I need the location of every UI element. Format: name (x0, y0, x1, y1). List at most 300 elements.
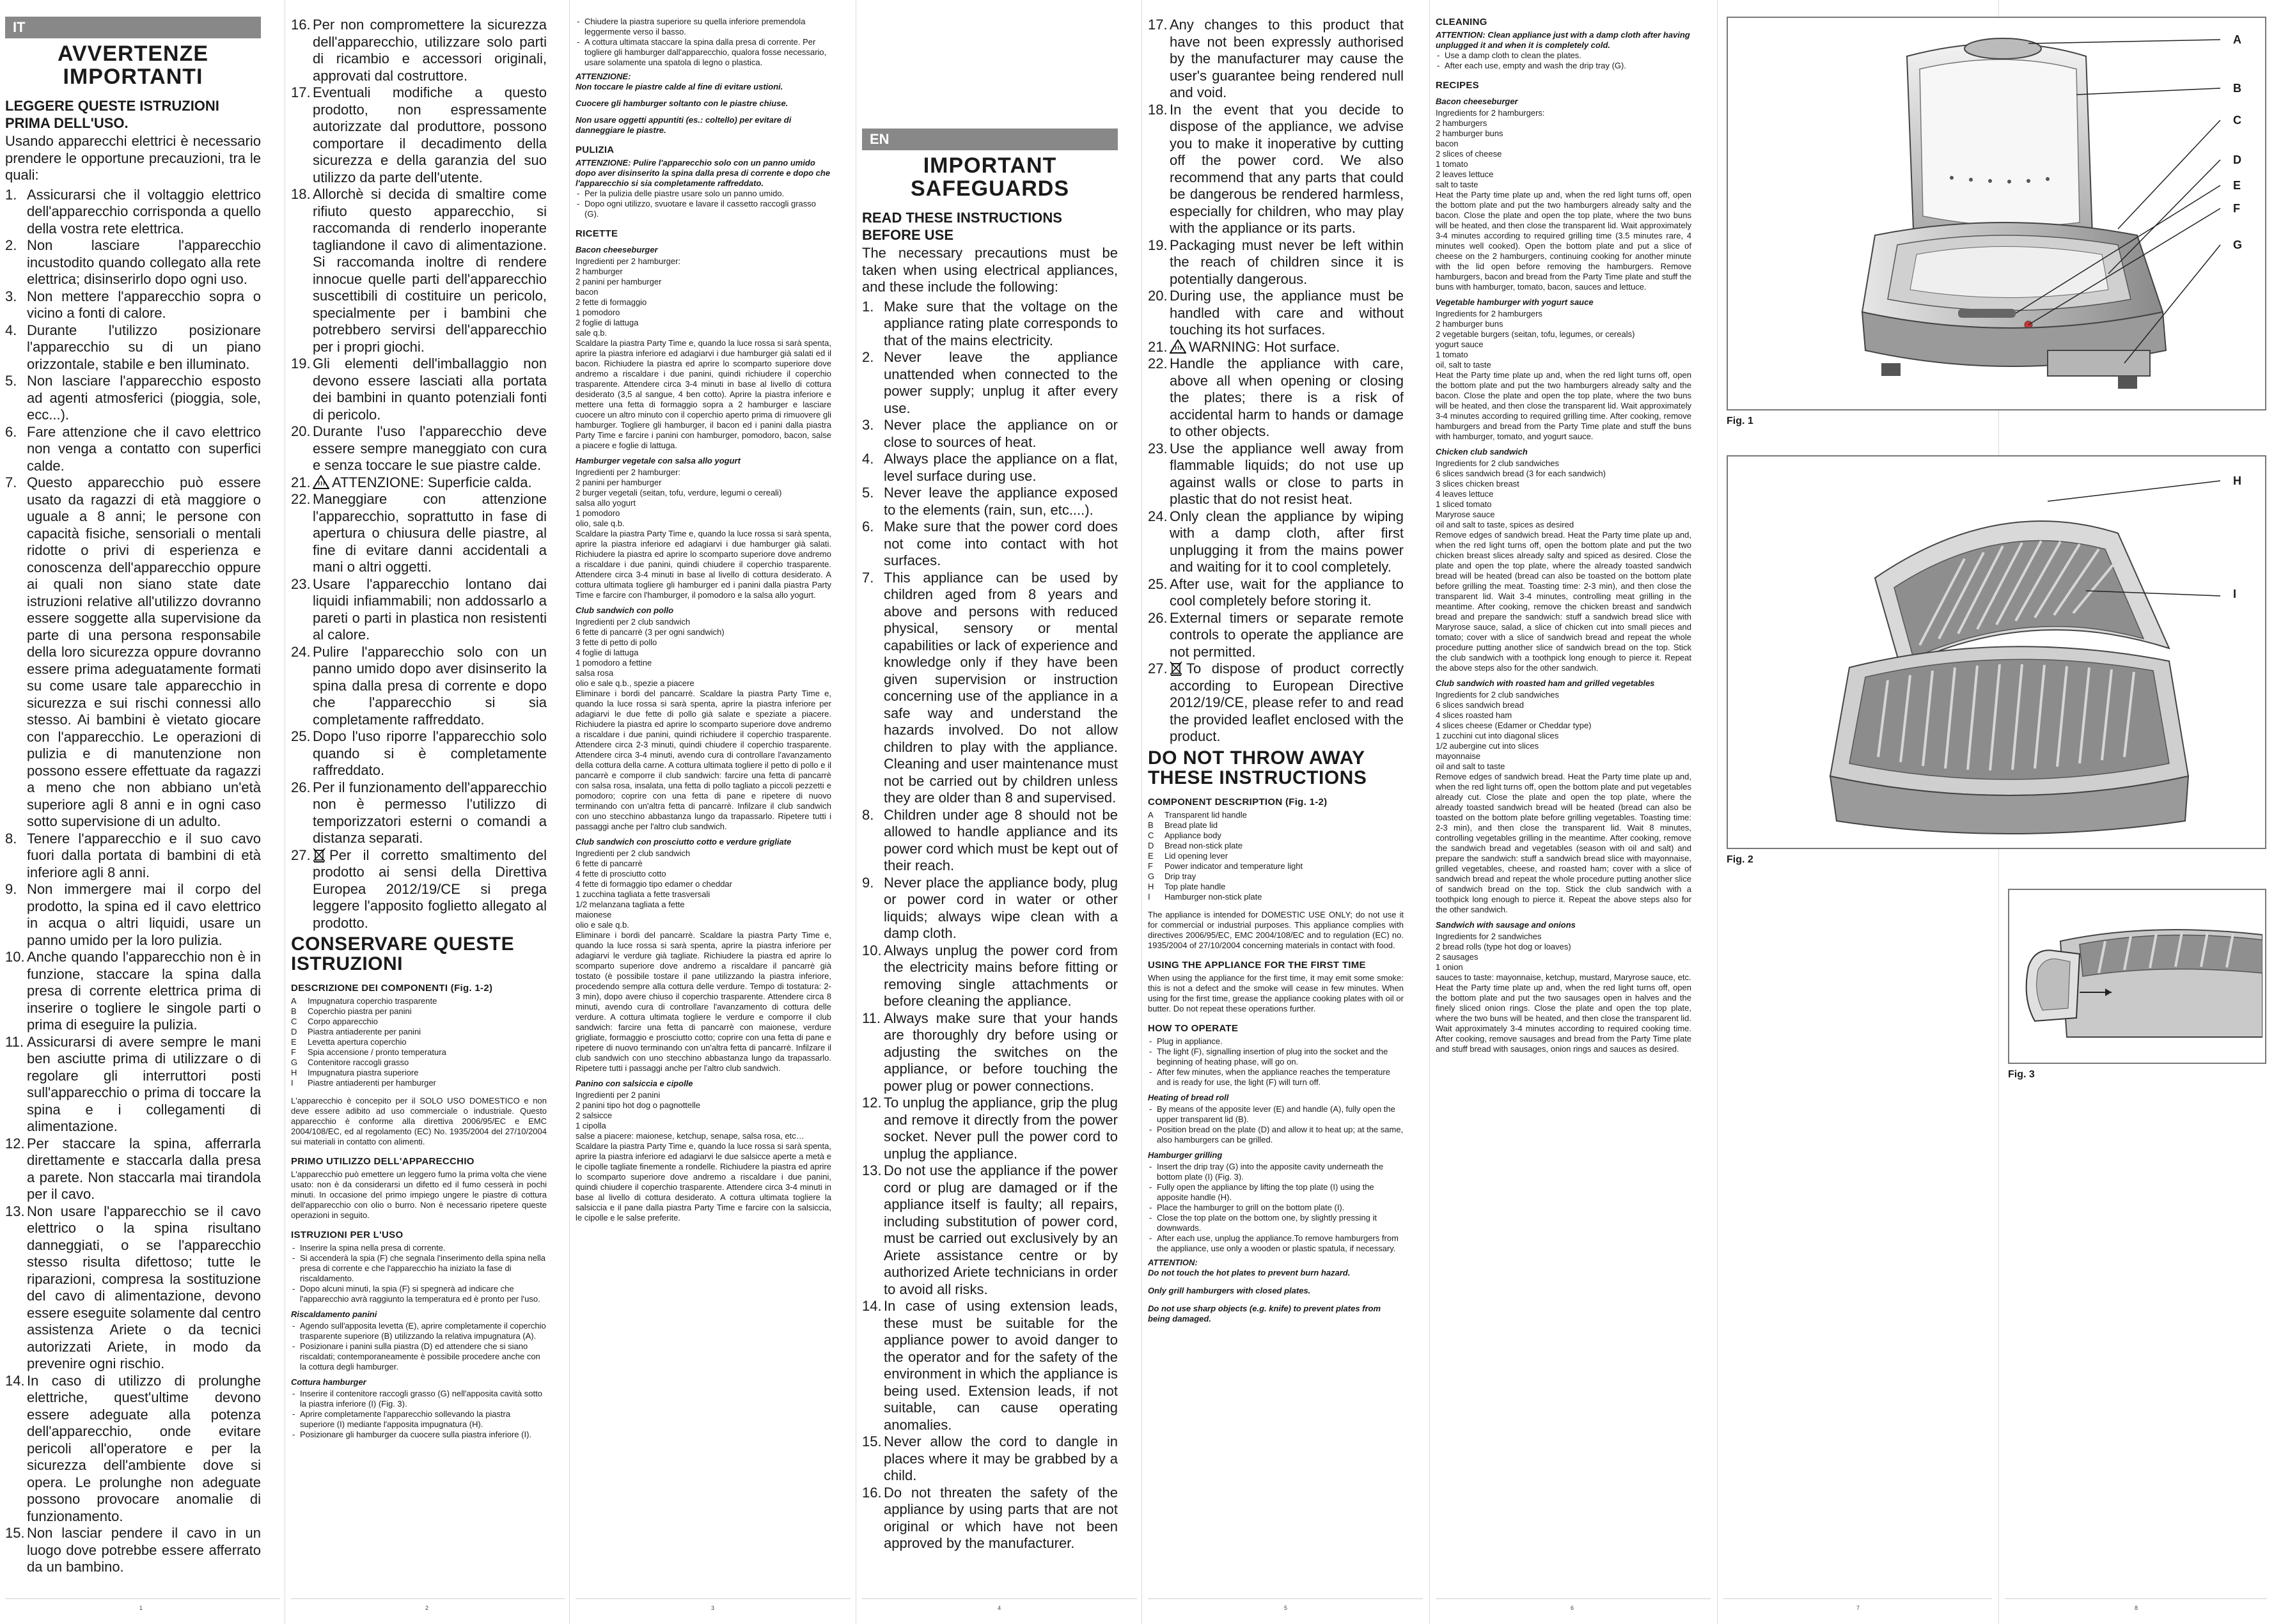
en-clean-warn: ATTENTION: Clean appliance just with a damp cloth after having unplugged it and when it is completely cold. (1436, 30, 1690, 50)
item-text: Non lasciare l'apparecchio incustodito quando collegato alla rete elettrica; disinserirlo dopo ogni uso. (27, 237, 261, 287)
fold-line (1717, 0, 1718, 1624)
it-intro: Usando apparecchi elettrici è necessario prendere le opportune precauzioni, tra le quali: (5, 133, 261, 183)
recipe-ingredient: Maryrose sauce (1436, 510, 1495, 519)
it-burger-step: - Inserire il contenitore raccogli grasso (G) nell'apposita cavità sotto la piastra inferiore (I) (Fig. 3). (291, 1389, 547, 1409)
it-safety-item: 15. Non lasciar pendere il cavo in un luogo dove potrebbe essere afferrato da un bambino. (5, 1525, 261, 1575)
item-text: Fare attenzione che il cavo elettrico non venga a contatto con superfici calde. (27, 423, 261, 474)
recipe-ingredient: 1/2 melanzana tagliata a fette (576, 900, 685, 909)
it-heat-head: Riscaldamento panini (291, 1309, 377, 1319)
recipe-ingredient: 2 vegetable burgers (seitan, tofu, legumes, or cereals) (1436, 329, 1635, 339)
en-clean-step: - After each use, empty and wash the drip tray (G). (1436, 61, 1691, 71)
it-use-step: - Inserire la spina nella presa di corrente. (291, 1243, 547, 1253)
recipe-ingredient: Ingredienti per 2 panini (576, 1090, 661, 1100)
item-text: Gli elementi dell'imballaggio non devono essere lasciati alla portata dei bambini in quanto potenziali fonti di pericolo. (313, 355, 547, 423)
component-name: Levetta apertura coperchio (308, 1037, 407, 1047)
page-footer-rule (2005, 1598, 2267, 1599)
recipe-method: Remove edges of sandwich bread. Heat the Party time plate up and, when the red light turns off, open the bottom plate and put the two chicken breast slices already salty and spiced as desired. Close the plate and open the top plate, where the already toasted sandwich bread will be heated (bread can also be toasted on the bottom plate before grilling the meat. Toasting time: 2-3 min), and then close the transparent lid. Wait 3-4 minutes, controlling meat grilling in the meantime. After cooking, remove the chicken breast and sandwich bread and prepare the sandwich: stuff a sandwich bread slice with Maryrose sauce, salad, a slice of chicken cut into small pieces and tomato; cover with a slice of sandwich bread and repeat the whole procedure putting another slice of sandwich bread on the top. Stick the club sandwich with a toothpick long enough to pierce it. Repeat the above steps also for the other sandwich. (1436, 530, 1691, 673)
en-attention: ATTENTION: (1148, 1257, 1198, 1267)
figure-2-label: Fig. 2 (1727, 854, 1753, 865)
callout-e: E (2233, 179, 2241, 192)
recipe-ingredient: Ingredienti per 2 hamburger: (576, 467, 681, 477)
component-row (291, 1058, 547, 1068)
en-title-line2: SAFEGUARDS (910, 176, 1070, 201)
page-footer-rule (1148, 1598, 1423, 1599)
recipe-ingredient: Ingredients for 2 hamburgers: (1436, 108, 1545, 118)
en-clean-step: - Use a damp cloth to clean the plates. (1436, 51, 1691, 61)
callout-h: H (2233, 474, 2241, 487)
it-warn-3: Non usare oggetti appuntiti (es.: coltello) per evitare di danneggiare le piastre. (576, 115, 792, 135)
item-text: WARNING: Hot surface. (1189, 338, 1340, 355)
recipe-ingredient: 1 pomodoro (576, 308, 620, 317)
it-safety-item: 11. Assicurarsi di avere sempre le mani ben asciutte prima di utilizzare o di regolare gli interruttori posti sull'apparecchio o prima di toccare la spina e i collegamenti di alimentazione. (5, 1033, 261, 1134)
it-warn-1: Non toccare le piastre calde al fine di evitare ustioni. (576, 82, 783, 91)
item-text: Anche quando l'apparecchio non è in funzione, staccare la spina dalla presa di corrente elettrica prima di inserire o togliere le singole parti o prima di eseguire la pulizia. (27, 949, 261, 1033)
item-text: Never leave the appliance exposed to the elements (rain, sun, etc....). (884, 485, 1118, 518)
recipe-ingredient: 6 slices sandwich bread (3 for each sandwich) (1436, 469, 1606, 478)
it-title (5, 42, 261, 88)
callout-b: B (2233, 82, 2241, 95)
item-text: Do not threaten the safety of the appliance by using parts that are not original or which have not been approved by the manufacturer. (884, 1484, 1118, 1551)
item-text: Always make sure that your hands are thoroughly dry before using or adjusting the switches on the appliance, or before touching the power plug or power connections. (884, 1010, 1118, 1094)
recipe-ingredient: 4 leaves lettuce (1436, 489, 1494, 499)
callout-f: F (2233, 202, 2240, 215)
en-recipes (1436, 97, 1691, 1054)
recipe-ingredient: 2 burger vegetali (seitan, tofu, verdure, legumi o cereali) (576, 488, 782, 497)
en-safety-item: 10. Always unplug the power cord from the electricity mains before fitting or removing single attachments or before cleaning the appliance. (862, 942, 1118, 1009)
recipe-ingredient: Ingredienti per 2 club sandwich (576, 617, 691, 627)
it-safety-item: 20. Durante l'uso l'apparecchio deve essere sempre maneggiato con cura e senza toccare le sue piastre calde. (291, 423, 547, 473)
page-number: 7 (1856, 1605, 1860, 1611)
it-safety-item: 1. Assicurarsi che il voltaggio elettrico dell'apparecchio corrisponda a quello della vostra rete elettrica. (5, 186, 261, 237)
recipe-ingredient: 4 fette di prosciutto cotto (576, 869, 666, 878)
recipe-ingredient: 2 hamburger (576, 267, 623, 276)
en-heat-step: - Position bread on the plate (D) and allow it to heat up; at the same, also hamburgers can be grilled. (1148, 1125, 1404, 1145)
en-title (862, 154, 1118, 200)
item-text: Questo apparecchio può essere usato da ragazzi di età maggiore o uguale a 8 anni; le persone con capacità fisiche, sensoriali o mentali ridotte o privi di esperienza e conoscenza dell'apparecchio oppure ai quali non siano state date istruzioni relative all'utilizzo dovranno essere soggette alla supervisione da parte di una persona responsabile della loro sicurezza oppure dovranno essere prima adeguatamente formati su come usare tale apparecchio in sicurezza e sui rischi connessi allo stesso. Ai bambini è vietato giocare con l'apparecchio. Le operazioni di pulizia e di manutenzione non possono essere effettuate da ragazzi a meno che non abbiano un'età superiore agli 8 anni e in ogni caso sotto supervisione di un adulto. (27, 474, 261, 829)
recipe-ingredient: Ingredients for 2 sandwiches (1436, 932, 1542, 941)
it-heat-step: - Agendo sull'apposita levetta (E), aprire completamente il coperchio trasparente superiore (B) utilizzando la relativa impugnatura (A). (291, 1321, 547, 1341)
hot-surface-icon (1170, 339, 1189, 355)
recipe-title: Bacon cheeseburger (576, 245, 658, 254)
en-burger-step: - After each use, unplug the appliance.To remove hamburgers from the appliance, use only a wooden or plastic spatula, if necessary. (1148, 1233, 1404, 1254)
en-burger-step: - Insert the drip tray (G) into the apposite cavity underneath the bottom plate (I) (Fig. 3). (1148, 1162, 1404, 1182)
it-title-line2: IMPORTANTI (63, 65, 203, 89)
callout-a: A (2233, 33, 2241, 46)
recipe-ingredient: 1 tomato (1436, 350, 1468, 359)
component-letter: E (1148, 850, 1154, 861)
en-lead: READ THESE INSTRUCTIONS BEFORE USE (862, 210, 1062, 243)
item-text: Non mettere l'apparecchio sopra o vicino a fonti di calore. (27, 288, 261, 321)
recipe-ingredient: 2 slices of cheese (1436, 149, 1502, 159)
en-safety-item: 20. During use, the appliance must be handled with care and without touching its hot surfaces. (1148, 288, 1404, 338)
component-name: Impugnatura piastra superiore (308, 1068, 419, 1077)
item-text: Never place the appliance on or close to sources of heat. (884, 417, 1118, 450)
recipe-ingredient: 2 panini per hamburger (576, 277, 662, 286)
recipe-ingredient: Ingredients for 2 hamburgers (1436, 309, 1542, 318)
component-name: Hamburger non-stick plate (1164, 891, 1262, 902)
component-letter: I (291, 1078, 294, 1088)
recipe (576, 605, 831, 832)
en-heat-head: Heating of bread roll (1148, 1092, 1229, 1102)
figure-3 (2008, 889, 2266, 1064)
en-burger-head: Hamburger grilling (1148, 1150, 1223, 1160)
weee-bin-icon (1170, 660, 1186, 676)
recipe-ingredient: mayonnaise (1436, 751, 1481, 761)
recipe-ingredient: 6 fette di pancarrè (3 per ogni sandwich) (576, 627, 725, 637)
fold-line (569, 0, 570, 1624)
en-clean-list (1436, 51, 1691, 71)
it-safety-item: 13. Non usare l'apparecchio se il cavo elettrico o la spina risultano danneggiati, o se l'apparecchio stesso risulta difettoso; tutte le riparazioni, compresa la sostituzione del cavo di alimentazione, devono essere eseguite solamente dal centro assistenza Ariete o da tecnici autorizzati Ariete, in modo da prevenire ogni rischio. (5, 1203, 261, 1371)
recipe-method: Heat the Party time plate up and, when the red light turns off, open the bottom plate and put the two hamburgers already salty and the bacon. Close the plate and open the top plate, where the two buns will be heated, and then close the transparent lid. Wait approximately 3-4 minutes according to required grilling time (3.5 minutes rare, 4 minutes well cooked). Open the bottom plate and put a slice of cheese on the 2 hamburgers, continuing cooking for another minute with the lid open before removing the hamburgers. Remove hamburgers, bacon and bread from the Party Time plate and stuff the buns with hamburger, tomato, bacon, sauces and lettuce. (1436, 190, 1691, 292)
recipe (576, 456, 831, 600)
weee-bin-icon (313, 847, 329, 863)
en-first-head: USING THE APPLIANCE FOR THE FIRST TIME (1148, 959, 1366, 971)
recipe (1436, 678, 1691, 915)
it-burger-step: - Aprire completamente l'apparecchio sollevando la piastra superiore (I) mediante l'apposita impugnatura (H). (291, 1409, 547, 1430)
recipe-ingredient: 2 foglie di lattuga (576, 318, 639, 327)
callout-i: I (2233, 588, 2237, 600)
item-text: Durante l'utilizzo posizionare l'apparecchio su di un piano orizzontale, stabile e ben illuminato. (27, 322, 261, 372)
en-warn-2: Only grill hamburgers with closed plates. (1148, 1285, 1311, 1295)
en-keep-title: DO NOT THROW AWAY THESE INSTRUCTIONS (1148, 747, 1367, 788)
item-text: Assicurarsi di avere sempre le mani ben asciutte prima di utilizzare o di regolare gli interruttori posti sull'apparecchio o prima di toccare la spina e i collegamenti di alimentazione. (27, 1033, 261, 1134)
component-letter: A (1148, 809, 1154, 820)
en-use-step: - The light (F), signalling insertion of plug into the socket and the beginning of heating phase, will go on. (1148, 1047, 1404, 1067)
component-name: Corpo apparecchio (308, 1017, 378, 1026)
item-text: Packaging must never be left within the reach of children since it is potentially dangerous. (1170, 237, 1404, 287)
en-safety-item: 27. To dispose of product correctly according to European Directive 2012/19/CE, please refer to and read the provided leaflet enclosed with the product. (1148, 660, 1404, 744)
component-letter: F (291, 1047, 296, 1057)
item-text: This appliance can be used by children aged from 8 years and above and persons with reduced physical, sensory or mental capabilities or lack of experience and knowledge only if they have been given supervision or instruction concerning use of the appliance in a safe way and understand the hazards involved. Do not allow children to play with the appliance. Cleaning and user maintenance must not be carried out by children unless they are older than 8 and supervised. (884, 569, 1118, 806)
recipe-method: Remove edges of sandwich bread. Heat the Party time plate up and, when the red light turns off, open the bottom plate and put vegetables already cut. Close the plate and open the top plate, where the already toasted sandwich bread will be heated (bread can also be toasted on the bottom plate before grilling vegetables. Toasting time: 2-3 min), and then close the transparent lid. Wait 8 minutes, controlling vegetables grilling in the meantime. After cooking, remove the sandwich bread and vegetables (season with oil and salt) and prepare the sandwich: stuff a sandwich bread slice with mayonnaise, grilled vegetables, cheese, and roasted ham; cover with a slice of sandwich bread and repeat the whole procedure putting another slice of sandwich bread on the top. Stick the club sandwich with a toothpick long enough to pierce it. Repeat the above steps also for the other sandwich. (1436, 772, 1691, 914)
page-number: 5 (1284, 1605, 1288, 1611)
recipe-ingredient: 1 tomato (1436, 159, 1468, 169)
figure-1 (1727, 17, 2266, 410)
recipe (1436, 97, 1691, 292)
item-text: To dispose of product correctly according to European Directive 2012/19/CE, please refer to and read the provided leaflet enclosed with the product. (1170, 660, 1404, 744)
component-name: Power indicator and temperature light (1164, 861, 1303, 871)
page-footer-rule (5, 1598, 280, 1599)
it-use-step: - Si accenderà la spia (F) che segnala l'inserimento della spina nella presa di corrente e che l'apparecchio ha iniziato la fase di riscaldamento. (291, 1253, 547, 1284)
en-component-list (1148, 810, 1404, 902)
item-text: Never allow the cord to dangle in places where it may be grabbed by a child. (884, 1433, 1118, 1483)
recipe-ingredient: 1 zucchina tagliata a fette trasversali (576, 889, 710, 899)
component-letter: A (291, 996, 297, 1006)
page-footer-rule (862, 1598, 1137, 1599)
item-text: Never place the appliance body, plug or power cord in water or other liquids; always wipe clean with a damp cloth. (884, 874, 1118, 941)
item-text: During use, the appliance must be handled with care and without touching its hot surfaces. (1170, 288, 1404, 338)
en-comp-head: COMPONENT DESCRIPTION (Fig. 1-2) (1148, 796, 1328, 808)
recipe-ingredient: maionese (576, 910, 612, 919)
recipe-method: Heat the Party time plate up and, when the red light turns off, open the bottom plate and put the two sausages open in halves and the finely sliced onion rings. Close the plate and open the top plate, where the two buns will be heated, and then close the transparent lid. Wait approximately 3-4 minutes according to required cooking time. After cooking, remove sausages and bread from the Party Time plate and stuff bread with sausages, onion rings and sauces as desired. (1436, 983, 1691, 1054)
recipe (576, 1079, 831, 1223)
it-recipes (576, 245, 831, 1223)
component-name: Appliance body (1164, 830, 1221, 840)
en-burger-step: - Fully open the appliance by lifting the top plate (I) using the apposite handle (H). (1148, 1182, 1404, 1203)
en-warn-1: Do not touch the hot plates to prevent burn hazard. (1148, 1267, 1351, 1277)
drip-tray-insertion-illustration (2009, 890, 2262, 1060)
page-footer-rule (576, 1598, 851, 1599)
recipe (576, 245, 831, 451)
component-letter: C (291, 1017, 297, 1026)
en-safety-item: 7. This appliance can be used by children aged from 8 years and above and persons with reduced physical, sensory or mental capabilities or lack of experience and knowledge only if they have been given supervision or instruction concerning use of the appliance in a safe way and understand the hazards involved. Do not allow children to play with the appliance. Cleaning and user maintenance must not be carried out by children unless they are older than 8 and supervised. (862, 569, 1118, 806)
item-text: Make sure that the power cord does not come into contact with hot surfaces. (884, 519, 1118, 568)
page-number: 8 (2135, 1605, 2138, 1611)
it-safety-item: 24. Pulire l'apparecchio solo con un panno umido dopo aver disinserito la spina dalla presa di corrente e dopo che l'apparecchio si sia completamente raffreddato. (291, 643, 547, 728)
it-safety-item: 16. Per non compromettere la sicurezza dell'apparecchio, utilizzare solo parti di ricambio e accessori originali, approvati dal costruttore. (291, 17, 547, 84)
component-row (1148, 871, 1404, 882)
component-row (291, 1078, 547, 1088)
item-text: Always place the appliance on a flat, level surface during use. (884, 451, 1118, 484)
it-burger-step: - Chiudere la piastra superiore su quella inferiore premendola leggermente verso il basso. (576, 17, 831, 37)
en-safety-item: 21. WARNING: Hot surface. (1148, 338, 1340, 355)
component-letter: G (1148, 871, 1155, 881)
it-safety-item: 22. Maneggiare con attenzione l'apparecchio, soprattutto in fase di apertura o chiusura delle piastre, al fine di evitare danni accidentali a mani o altri oggetti. (291, 491, 547, 575)
fold-line (1141, 0, 1142, 1624)
recipe-ingredient: Ingredients for 2 club sandwiches (1436, 458, 1559, 468)
it-keep-title: CONSERVARE QUESTE ISTRUZIONI (291, 933, 515, 974)
component-row (291, 1006, 547, 1017)
recipe-ingredient: 2 bread rolls (type hot dog or loaves) (1436, 942, 1571, 951)
item-text: Eventuali modifiche a questo prodotto, non espressamente autorizzate dal produttore, possono comportare il decadimento della sicurezza e della garanzia del suo utilizzo da parte dell'utente. (313, 84, 547, 185)
recipe-method: Heat the Party time plate up and, when the red light turns off, open the bottom plate and put the two hamburgers already salty and the bacon. Close the plate and open the top plate, where the two buns will be heated, and then close the transparent lid. Wait approximately 3-4 minutes according to required grilling time. After cooking, remove hamburgers and bread from the Party Time plate and stuff the buns with hamburger, tomato, and yogurt sauce. (1436, 370, 1691, 441)
en-safety-item: 2. Never leave the appliance unattended when connected to the power supply; unplug it after every use. (862, 349, 1118, 416)
recipe-title: Chicken club sandwich (1436, 447, 1528, 457)
it-comp-head: DESCRIZIONE DEI COMPONENTI (Fig. 1-2) (291, 983, 493, 994)
it-safety-item: 19. Gli elementi dell'imballaggio non devono essere lasciati alla portata dei bambini in quanto potenziali fonti di pericolo. (291, 355, 547, 423)
recipe-ingredient: 2 leaves lettuce (1436, 169, 1494, 179)
recipe-method: Eliminare i bordi del pancarrè. Scaldare la piastra Party Time e, quando la luce rossa si sarà spenta, aprire la piastra inferiore per adagiarvi le due fette di pollo già salate e speziate a piacere. Richiudere la piastra ed aprire lo scomparto superiore dove andremo a riscaldare i due panini, quindi richiudere il coperchio trasparente. Attendere circa 2-3 minuti, quindi chiudere il coperchio trasparente. Attendere circa 3-4 minuti, avendo cura di controllare l'avanzamento della cottura della carne. A cottura ultimata togliere il petto di pollo e il pancarrè e comporre il club sandwich: farcire una fetta di pancarrè con salsa rosa, insalata, una fetta di pollo tagliato a piccoli pezzetti e pomodoro; coprire con una fetta di pane e ripetere di nuovo terminando con un'altra fetta di pancarrè. Infilzare il club sandwich con uno stecchino abbastanza lungo da trapassarlo. Ripetere tutti i passaggi anche per l'altro club sandwich. (576, 689, 831, 831)
en-use-step: - Plug in appliance. (1148, 1036, 1404, 1047)
recipe-title: Sandwich with sausage and onions (1436, 920, 1576, 930)
en-safety-item: 23. Use the appliance well away from flammable liquids; do not use up against walls or close to parts in plastic that do not resist heat. (1148, 440, 1404, 507)
en-clean-head: CLEANING (1436, 17, 1487, 27)
recipe-ingredient: Ingredienti per 2 hamburger: (576, 256, 681, 266)
component-letter: I (1148, 891, 1150, 902)
callout-c: C (2233, 114, 2241, 127)
item-text: Do not use the appliance if the power cord or plug are damaged or if the appliance itself is faulty; all repairs, including substitution of power cord, must be carried out exclusively by an Ariete assistance centre or by authorized Ariete technicians in order to avoid all risks. (884, 1162, 1118, 1297)
it-safety-item: 26. Per il funzionamento dell'apparecchio non è permesso l'utilizzo di temporizzatori esterni o comandi a distanza separati. (291, 779, 547, 846)
en-warn-3: Do not use sharp objects (e.g. knife) to prevent plates from being damaged. (1148, 1303, 1381, 1323)
en-safety-item: 17. Any changes to this product that have not been expressly authorised by the manufacturer may cause the user's guarantee being rendered null and void. (1148, 17, 1404, 100)
recipe-ingredient: bacon (576, 287, 599, 297)
it-burger-list (291, 1389, 547, 1440)
recipe-title: Bacon cheeseburger (1436, 97, 1518, 106)
recipe-ingredient: oil and salt to taste (1436, 761, 1505, 771)
en-safety-item: 12. To unplug the appliance, grip the plug and remove it directly from the power socket. Never pull the power cord to unplug the appliance. (862, 1095, 1118, 1162)
figure-3-label: Fig. 3 (2008, 1069, 2035, 1080)
item-text: Dopo l'uso riporre l'apparecchio solo quando si è completamente raffreddato. (313, 728, 547, 778)
it-component-list (291, 996, 547, 1088)
component-letter: F (1148, 861, 1153, 871)
it-warn-2: Cuocere gli hamburger soltanto con le piastre chiuse. (576, 98, 788, 108)
column-en-3 (1436, 17, 1691, 1577)
recipe-ingredient: 1 sliced tomato (1436, 499, 1492, 509)
recipe-method: Scaldare la piastra Party Time e, quando la luce rossa si sarà spenta, aprire la piastra inferiore ed adagiarvi i due hamburger già salati ed il bacon. Richiudere la piastra ed aprire lo scomparto superiore dove andremo a riscaldare i due panini, quindi richiudere il coperchio trasparente. Attendere circa 3-4 minuti in base al livello di cottura desiderato (3,5 al sangue, 4 ben cotto). Aprire la piastra inferiore e mettere una fetta di formaggio sopra a 2 hamburger e lasciare cuocere un altro minuto con il coperchio aperto prima di rimuovere gli hamburger. Togliere gli hamburger, il bacon ed i panini dalla piastra Party Time e farcire i panini con hamburger, pomodoro, bacon, salse a piacere e foglie di lattuga. (576, 338, 831, 450)
recipe-ingredient: sale q.b. (576, 328, 608, 338)
en-safety-item: 14. In case of using extension leads, these must be suitable for the appliance power to avoid danger to the operator and for the safety of the environment in which the appliance is being used. Extension leads, if not suitable, can cause operating anomalies. (862, 1298, 1118, 1433)
item-text: Usare l'apparecchio lontano dai liquidi infiammabili; non addossarlo a pareti o parti in plastica non resistenti al calore. (313, 575, 547, 643)
item-text: Only clean the appliance by wiping with a damp cloth, after first unplugging it from the mains power and waiting for it to cool completely. (1170, 508, 1404, 575)
lang-tab-en: EN (862, 129, 1118, 150)
recipe (1436, 920, 1691, 1054)
en-safety-list-b (1148, 17, 1404, 746)
it-clean-warn: ATTENZIONE: Pulire l'apparecchio solo con un panno umido dopo aver disinserito la spina dalla presa di corrente e dopo che l'apparecchio si sia completamente raffreddato. (576, 158, 831, 188)
component-row (1148, 841, 1404, 851)
page-number: 2 (425, 1605, 429, 1611)
recipe-ingredient: 2 sausages (1436, 952, 1478, 962)
sandwich-maker-open-lid-illustration (1728, 18, 2262, 407)
component-letter: D (1148, 840, 1154, 850)
recipe-ingredient: 2 salsicce (576, 1111, 613, 1120)
recipe-ingredient: 4 fette di formaggio tipo edamer o cheddar (576, 879, 732, 889)
en-safety-item: 18. In the event that you decide to dispose of the appliance, we advise you to make it inoperative by cutting off the power cord. We also recommend that any parts that could be dangerous be rendered harmless, especially for children, who may play with the appliance or its parts. (1148, 101, 1404, 236)
callout-g: G (2233, 238, 2243, 251)
component-letter: B (291, 1006, 297, 1016)
en-safety-item: 16. Do not threaten the safety of the appliance by using parts that are not original or which have not been approved by the manufacturer. (862, 1484, 1118, 1551)
recipe-ingredient: 2 hamburger buns (1436, 319, 1503, 329)
item-text: In caso di utilizzo di prolunghe elettriche, quest'ultime devono essere adeguate alla potenza dell'apparecchio, onde evitare pericoli all'operatore e per la sicurezza dell'ambiente dove si opera. Le prolunghe non adeguate possono provocare anomalie di funzionamento. (27, 1372, 261, 1524)
en-intro: The necessary precautions must be taken when using electrical appliances, and these include the following: (862, 245, 1118, 295)
item-text: To unplug the appliance, grip the plug and remove it directly from the power socket. Never pull the power cord to unplug the appliance. (884, 1095, 1118, 1162)
recipe-ingredient: bacon (1436, 139, 1459, 148)
item-text: Non lasciar pendere il cavo in un luogo dove potrebbe essere afferrato da un bambino. (27, 1525, 261, 1575)
it-title-line1: AVVERTENZE (57, 42, 209, 66)
component-row (291, 1047, 547, 1058)
item-text: In the event that you decide to dispose of the appliance, we advise you to make it inoperative by cutting off the power cord. We also recommend that any parts that could be dangerous be rendered harmless, especially for children, who may play with the appliance or its parts. (1170, 101, 1404, 236)
column-it-2 (291, 17, 547, 1577)
component-row (1148, 820, 1404, 831)
en-safety-item: 24. Only clean the appliance by wiping with a damp cloth, after first unplugging it from the mains power and waiting for it to cool completely. (1148, 508, 1404, 575)
it-safety-item: 2. Non lasciare l'apparecchio incustodito quando collegato alla rete elettrica; disinserirlo dopo ogni uso. (5, 237, 261, 287)
column-en-2 (1148, 17, 1404, 1577)
recipe-ingredient: 3 slices chicken breast (1436, 479, 1519, 488)
recipe-ingredient: 3 fette di petto di pollo (576, 637, 657, 647)
page-footer-rule (291, 1598, 565, 1599)
it-safety-item: 8. Tenere l'apparecchio e il suo cavo fuori dalla portata di bambini di età inferiore agli 8 anni. (5, 830, 261, 880)
recipe-ingredient: 4 slices cheese (Edamer or Cheddar type) (1436, 721, 1592, 730)
it-heat-step: - Posizionare i panini sulla piastra (D) ed attendere che si siano riscaldati; contemporaneamente è possibile procedere anche con la cottura degli hamburger. (291, 1341, 547, 1372)
en-safety-item: 8. Children under age 8 should not be allowed to handle appliance and its power cord which must be kept out of their reach. (862, 806, 1118, 873)
recipe-ingredient: 1 zucchini cut into diagonal slices (1436, 731, 1559, 740)
it-safety-item: 21. ATTENZIONE: Superficie calda. (291, 474, 532, 490)
component-name: Drip tray (1164, 871, 1196, 881)
recipe-ingredient: 2 hamburgers (1436, 118, 1487, 128)
component-row (291, 1068, 547, 1078)
recipe-ingredient: oil and salt to taste, spices as desired (1436, 520, 1574, 529)
en-safety-item: 13. Do not use the appliance if the power cord or plug are damaged or if the appliance itself is faulty; all repairs, including substitution of power cord, must be carried out exclusively by an Ariete assistance centre or by authorized Ariete technicians in order to avoid all risks. (862, 1162, 1118, 1297)
it-burger-step: - A cottura ultimata staccare la spina dalla presa di corrente. Per togliere gli hamburger dall'apparecchio, qualora fosse necessario, usare solamente una spatola di legno o plastica. (576, 37, 831, 68)
item-text: Pulire l'apparecchio solo con un panno umido dopo aver disinserito la spina dalla presa di corrente e dopo che l'apparecchio si sia completamente raffreddato. (313, 643, 547, 728)
component-name: Piastre antiaderenti per hamburger (308, 1078, 436, 1088)
it-safety-list-b (291, 17, 547, 932)
recipe-ingredient: olio e sale q.b. (576, 920, 629, 930)
recipe-ingredient: salsa allo yogurt (576, 498, 636, 508)
it-safety-item: 12. Per staccare la spina, afferrarla direttamente e staccarla dalla presa a parete. Non staccarla mai tirandola per il cavo. (5, 1135, 261, 1202)
component-name: Coperchio piastra per panini (308, 1006, 412, 1016)
recipe-title: Panino con salsiccia e cipolle (576, 1079, 693, 1088)
en-safety-item: 3. Never place the appliance on or close to sources of heat. (862, 417, 1118, 450)
recipe-ingredient: 2 fette di formaggio (576, 297, 647, 307)
component-name: Spia accensione / pronto temperatura (308, 1047, 446, 1057)
recipe-ingredient: salsa rosa (576, 668, 614, 678)
en-use-step: - After few minutes, when the appliance reaches the temperature and is ready for use, the light (F) will turn off. (1148, 1067, 1404, 1088)
it-safety-item: 18. Allorchè si decida di smaltire come rifiuto questo apparecchio, si raccomanda di renderlo inoperante tagliandone il cavo di alimentazione. Si raccomanda inoltre di rendere innocue quelle parti dell'apparecchio suscettibili di costituire un pericolo, specialmente per i bambini che potrebbero servirsi dell'apparecchio per i propri giochi. (291, 186, 547, 355)
item-text: ATTENZIONE: Superficie calda. (332, 474, 532, 490)
it-safety-item: 7. Questo apparecchio può essere usato da ragazzi di età maggiore o uguale a 8 anni; le persone con capacità fisiche, sensoriali o mentali ridotte o privi di esperienza e conoscenza dell'apparecchio oppure ai quali non siano state date istruzioni relative all'utilizzo dovranno essere soggette alla supervisione da parte di una persona responsabile della loro sicurezza oppure dovranno essere prima adeguatamente formati su come usare tale apparecchio in sicurezza e sui rischi connessi allo stesso. Ai bambini è vietato giocare con l'apparecchio. Le operazioni di pulizia e di manutenzione non possono essere effettuate da ragazzi a meno che non abbiano un'età superiore agli 8 anni e in ogni caso sotto supervisione di un adulto. (5, 474, 261, 829)
it-recipes-head: RICETTE (576, 228, 618, 239)
column-it-1 (5, 17, 261, 1577)
en-domestic: The appliance is intended for DOMESTIC USE ONLY; do not use it for commercial or industrial purposes. This appliance complies with directives 2006/95/EC, EMC 2004/108/EC and to regulation (EC) no. 1935/2004 of 27/10/2004 concerning materials in contact with food. (1148, 909, 1404, 950)
component-name: Piastra antiaderente per panini (308, 1027, 421, 1036)
component-name: Bread plate lid (1164, 820, 1218, 830)
recipe-title: Vegetable hamburger with yogurt sauce (1436, 297, 1594, 307)
item-text: Non lasciare l'apparecchio esposto ad agenti atmosferici (pioggia, sole, ecc...). (27, 373, 261, 423)
item-text: Tenere l'apparecchio e il suo cavo fuori dalla portata di bambini di età inferiore agli 8 anni. (27, 830, 261, 880)
recipe (1436, 297, 1691, 442)
item-text: Handle the appliance with care, above all when opening or closing the plates; there is a risk of accidental harm to hands or damage to other objects. (1170, 355, 1404, 439)
en-safety-item: 25. After use, wait for the appliance to cool completely before storing it. (1148, 575, 1404, 609)
page-number: 4 (998, 1605, 1001, 1611)
recipe-ingredient: 4 slices roasted ham (1436, 710, 1512, 720)
it-burger-list-cont (576, 17, 831, 68)
it-lead: LEGGERE QUESTE ISTRUZIONI PRIMA DELL'USO. (5, 98, 219, 131)
en-safety-item: 22. Handle the appliance with care, above all when opening or closing the plates; there is a risk of accidental harm to hands or damage to other objects. (1148, 355, 1404, 439)
component-row (1148, 831, 1404, 841)
recipe-ingredient: 1/2 aubergine cut into slices (1436, 741, 1539, 751)
column-en-1 (862, 17, 1118, 1577)
callout-d: D (2233, 153, 2241, 166)
recipe-title: Club sandwich con pollo (576, 605, 674, 615)
component-name: Top plate handle (1164, 881, 1226, 891)
item-text: Per il corretto smaltimento del prodotto ai sensi della Direttiva Europea 2012/19/CE si prega leggere l'apposito foglietto allegato al prodotto. (313, 847, 547, 931)
item-text: Use the appliance well away from flammable liquids; do not use up against walls or close to parts in plastic that do not resist heat. (1170, 440, 1404, 507)
page-footer-rule (1436, 1598, 1711, 1599)
en-burger-step: - Close the top plate on the bottom one, by slightly pressing it downwards. (1148, 1213, 1404, 1233)
en-safety-item: 6. Make sure that the power cord does not come into contact with hot surfaces. (862, 519, 1118, 568)
component-name: Impugnatura coperchio trasparente (308, 996, 437, 1006)
en-safety-item: 15. Never allow the cord to dangle in places where it may be grabbed by a child. (862, 1433, 1118, 1483)
component-letter: D (291, 1027, 297, 1036)
item-text: External timers or separate remote controls to operate the appliance are not permitted. (1170, 609, 1404, 660)
en-burger-step: - Place the hamburger to grill on the bottom plate (I). (1148, 1203, 1404, 1213)
item-text: Never leave the appliance unattended when connected to the power supply; unplug it after every use. (884, 349, 1118, 416)
recipe-ingredient: Ingredienti per 2 club sandwich (576, 848, 691, 858)
item-text: Always unplug the power cord from the electricity mains before fitting or removing single attachments or before cleaning the appliance. (884, 942, 1118, 1009)
it-clean-step: - Dopo ogni utilizzo, svuotare e lavare il cassetto raccogli grasso (G). (576, 199, 831, 219)
component-letter: B (1148, 820, 1154, 830)
item-text: Make sure that the voltage on the appliance rating plate corresponds to that of the mains electricity. (884, 298, 1118, 348)
en-heat-list (1148, 1104, 1404, 1145)
recipe-ingredient: sauces to taste: mayonnaise, ketchup, mustard, Maryrose sauce, etc. (1436, 972, 1691, 982)
it-first-head: PRIMO UTILIZZO DELL'APPARECCHIO (291, 1156, 474, 1167)
it-use-step: - Dopo alcuni minuti, la spia (F) si spegnerà ad indicare che l'apparecchio avrà raggiunto la temperatura ed è pronto per l'uso. (291, 1284, 547, 1304)
item-text: Non usare l'apparecchio se il cavo elettrico o la spina risultano danneggiati, o se l'apparecchio stesso risulta difettoso; tutte le riparazioni, compresa la sostituzione del cavo di alimentazione, devono essere eseguite solamente dal centro assistenza Ariete o da tecnici autorizzati Ariete, in modo da prevenire ogni rischio. (27, 1203, 261, 1371)
component-row (1148, 861, 1404, 871)
item-text: In case of using extension leads, these must be suitable for the appliance power to avoid danger to the operator and for the safety of the environment in which the appliance is being used. Extension leads, if not suitable, can cause operating anomalies. (884, 1298, 1118, 1433)
recipe-method: Scaldare la piastra Party Time e, quando la luce rossa si sarà spenta, aprire la piastra inferiore ed adagiarvi i due hamburger già salati. Richiudere la piastra ed aprire lo scomparto superiore dove andremo a riscaldare i due panini, quindi chiudere il coperchio trasparente. Attendere circa 3-4 minuti in base al livello di cottura desiderato. A cottura ultimata togliere gli hamburger ed i panini dalla piastra Party Time e farcire con l'hamburger, il pomodoro e la salsa allo yogurt. (576, 529, 831, 600)
component-letter: C (1148, 830, 1154, 840)
recipe-ingredient: 1 onion (1436, 962, 1463, 972)
component-letter: G (291, 1058, 298, 1067)
component-name: Contenitore raccogli grasso (308, 1058, 409, 1067)
item-text: Per staccare la spina, afferrarla direttamente e staccarla dalla presa a parete. Non staccarla mai tirandola per il cavo. (27, 1135, 261, 1202)
it-domestic: L'apparecchio è concepito per il SOLO USO DOMESTICO e non deve essere adibito ad uso commerciale o industriale. Questo apparecchio è conforme alla direttiva 2006/95/EC e EMC 2004/108/EC, ed al regolamento (EC) No. 1935/2004 del 27/10/2004 sui materiali in contatto con alimenti. (291, 1096, 547, 1146)
component-row (1148, 882, 1404, 892)
item-text: Durante l'uso l'apparecchio deve essere sempre maneggiato con cura e senza toccare le sue piastre calde. (313, 423, 547, 473)
en-safety-item: 26. External timers or separate remote controls to operate the appliance are not permitted. (1148, 609, 1404, 660)
item-text: Non immergere mai il corpo del prodotto, la spina ed il cavo elettrico in acqua o altri liquidi, usare un panno umido per la loro pulizia. (27, 881, 261, 948)
